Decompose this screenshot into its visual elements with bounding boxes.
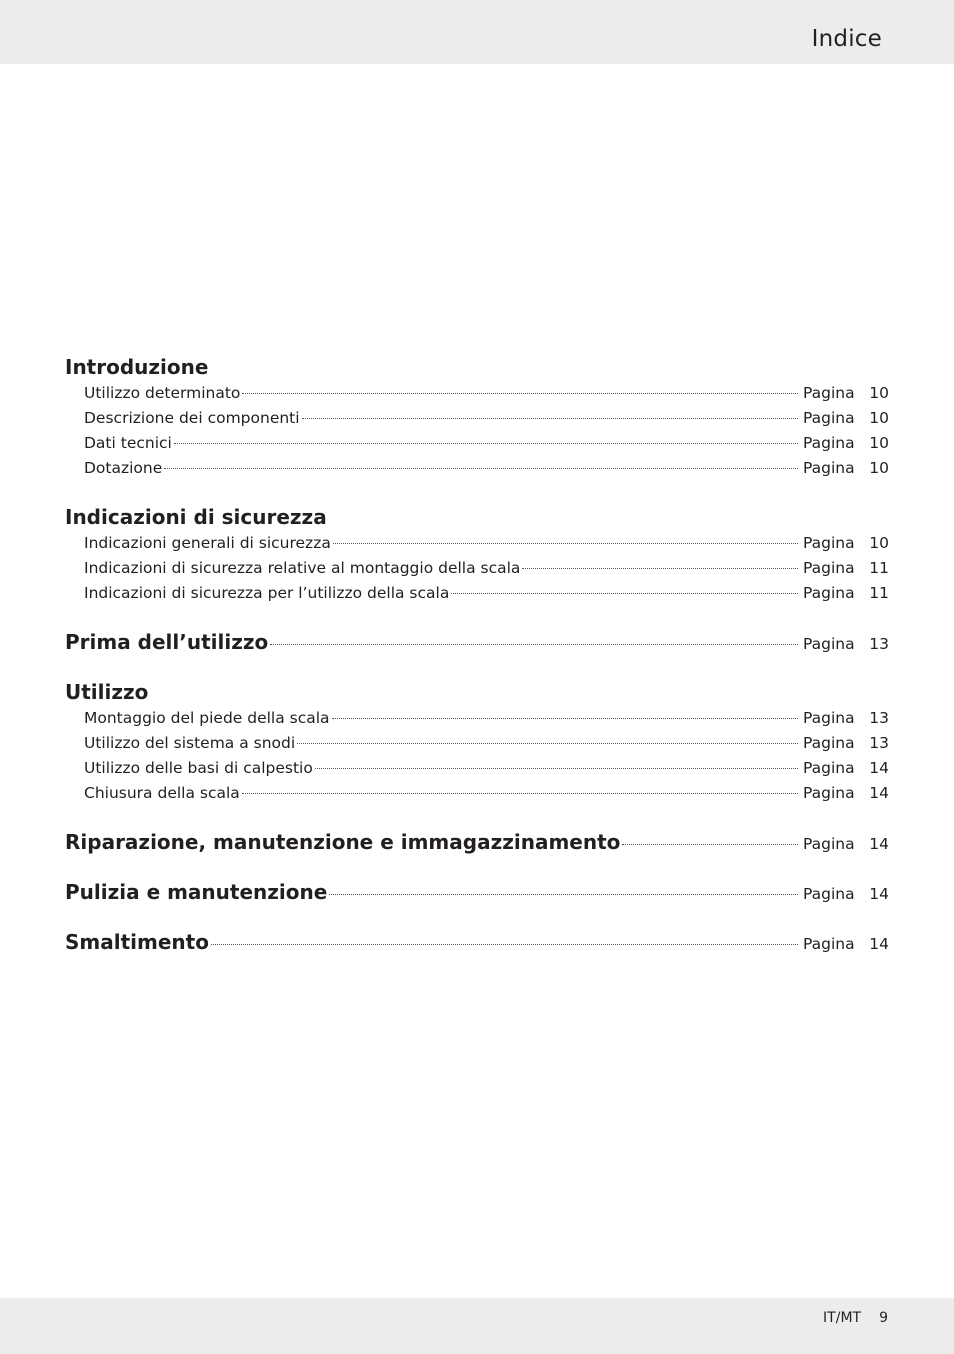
footer-locale: IT/MT xyxy=(823,1310,862,1326)
toc-entry-label: Dati tecnici xyxy=(84,434,172,452)
page-label: Pagina xyxy=(803,885,855,903)
toc-section-pulizia[interactable] xyxy=(65,879,889,906)
page-label: Pagina xyxy=(803,409,855,427)
page-number: 11 xyxy=(869,584,889,602)
toc-entry[interactable] xyxy=(65,531,889,556)
page-number: 13 xyxy=(869,734,889,752)
page-number: 10 xyxy=(869,534,889,552)
dot-leader xyxy=(297,743,798,744)
page-number: 14 xyxy=(869,835,889,853)
toc-entry[interactable] xyxy=(65,781,889,806)
toc-entry[interactable] xyxy=(65,431,889,456)
toc-section-riparazione[interactable] xyxy=(65,829,889,856)
dot-leader xyxy=(211,944,798,945)
dot-leader xyxy=(451,593,798,594)
page-label: Pagina xyxy=(803,835,855,853)
toc-entry-label: Utilizzo determinato xyxy=(84,384,241,402)
toc-entry[interactable] xyxy=(65,406,889,431)
section-title: Introduzione xyxy=(65,355,209,379)
page-label: Pagina xyxy=(803,709,855,727)
section-title: Utilizzo xyxy=(65,680,149,704)
page-label: Pagina xyxy=(803,635,855,653)
section-title: Smaltimento xyxy=(65,930,209,954)
page-label: Pagina xyxy=(803,559,855,577)
page-number: 10 xyxy=(869,434,889,452)
toc-entry-label: Chiusura della scala xyxy=(84,784,240,802)
page-number: 10 xyxy=(869,459,889,477)
toc-section-utilizzo xyxy=(65,679,889,806)
toc-entry[interactable] xyxy=(65,706,889,731)
page-label: Pagina xyxy=(803,584,855,602)
toc-section-introduzione xyxy=(65,354,889,481)
page-number: 13 xyxy=(869,635,889,653)
toc-entry[interactable] xyxy=(65,731,889,756)
section-title: Riparazione, manutenzione e immagazzinamento xyxy=(65,830,621,854)
dot-leader xyxy=(333,543,798,544)
section-title: Indicazioni di sicurezza xyxy=(65,505,327,529)
page-label: Pagina xyxy=(803,734,855,752)
footer xyxy=(823,1310,888,1326)
toc-entry-label: Descrizione dei componenti xyxy=(84,409,300,427)
page-number: 14 xyxy=(869,935,889,953)
toc-entry[interactable] xyxy=(65,556,889,581)
dot-leader xyxy=(302,418,798,419)
page-label: Pagina xyxy=(803,434,855,452)
footer-band xyxy=(0,1298,954,1354)
dot-leader xyxy=(622,844,798,845)
page-number: 13 xyxy=(869,709,889,727)
dot-leader xyxy=(164,468,798,469)
dot-leader xyxy=(174,443,798,444)
dot-leader xyxy=(270,644,798,645)
toc-entry-label: Indicazioni generali di sicurezza xyxy=(84,534,331,552)
dot-leader xyxy=(242,393,798,394)
page-title: Indice xyxy=(811,26,882,52)
dot-leader xyxy=(332,718,798,719)
toc-section-sicurezza xyxy=(65,504,889,606)
toc-entry-label: Utilizzo del sistema a snodi xyxy=(84,734,296,752)
dot-leader xyxy=(242,793,798,794)
page-label: Pagina xyxy=(803,534,855,552)
page-number: 10 xyxy=(869,409,889,427)
toc-section-prima-utilizzo[interactable] xyxy=(65,629,889,656)
dot-leader xyxy=(522,568,798,569)
page-number: 10 xyxy=(869,384,889,402)
page-number: 14 xyxy=(869,759,889,777)
page-label: Pagina xyxy=(803,784,855,802)
page-number: 11 xyxy=(869,559,889,577)
header-band xyxy=(0,0,954,64)
page-label: Pagina xyxy=(803,384,855,402)
footer-page-number: 9 xyxy=(879,1310,888,1326)
page-number: 14 xyxy=(869,885,889,903)
dot-leader xyxy=(329,894,798,895)
toc-entry-label: Indicazioni di sicurezza relative al montaggio della scala xyxy=(84,559,521,577)
section-title: Pulizia e manutenzione xyxy=(65,880,328,904)
toc-entry-label: Indicazioni di sicurezza per l’utilizzo della scala xyxy=(84,584,450,602)
toc-entry[interactable] xyxy=(65,456,889,481)
toc-section-smaltimento[interactable] xyxy=(65,929,889,956)
page-label: Pagina xyxy=(803,935,855,953)
toc-entry[interactable] xyxy=(65,581,889,606)
toc-entry[interactable] xyxy=(65,756,889,781)
page-label: Pagina xyxy=(803,759,855,777)
toc-entry-label: Utilizzo delle basi di calpestio xyxy=(84,759,313,777)
toc-entry-label: Dotazione xyxy=(84,459,163,477)
page-label: Pagina xyxy=(803,459,855,477)
toc-entry-label: Montaggio del piede della scala xyxy=(84,709,330,727)
toc-entry[interactable] xyxy=(65,381,889,406)
dot-leader xyxy=(315,768,798,769)
section-title: Prima dell’utilizzo xyxy=(65,630,269,654)
page-number: 14 xyxy=(869,784,889,802)
table-of-contents xyxy=(65,354,889,956)
